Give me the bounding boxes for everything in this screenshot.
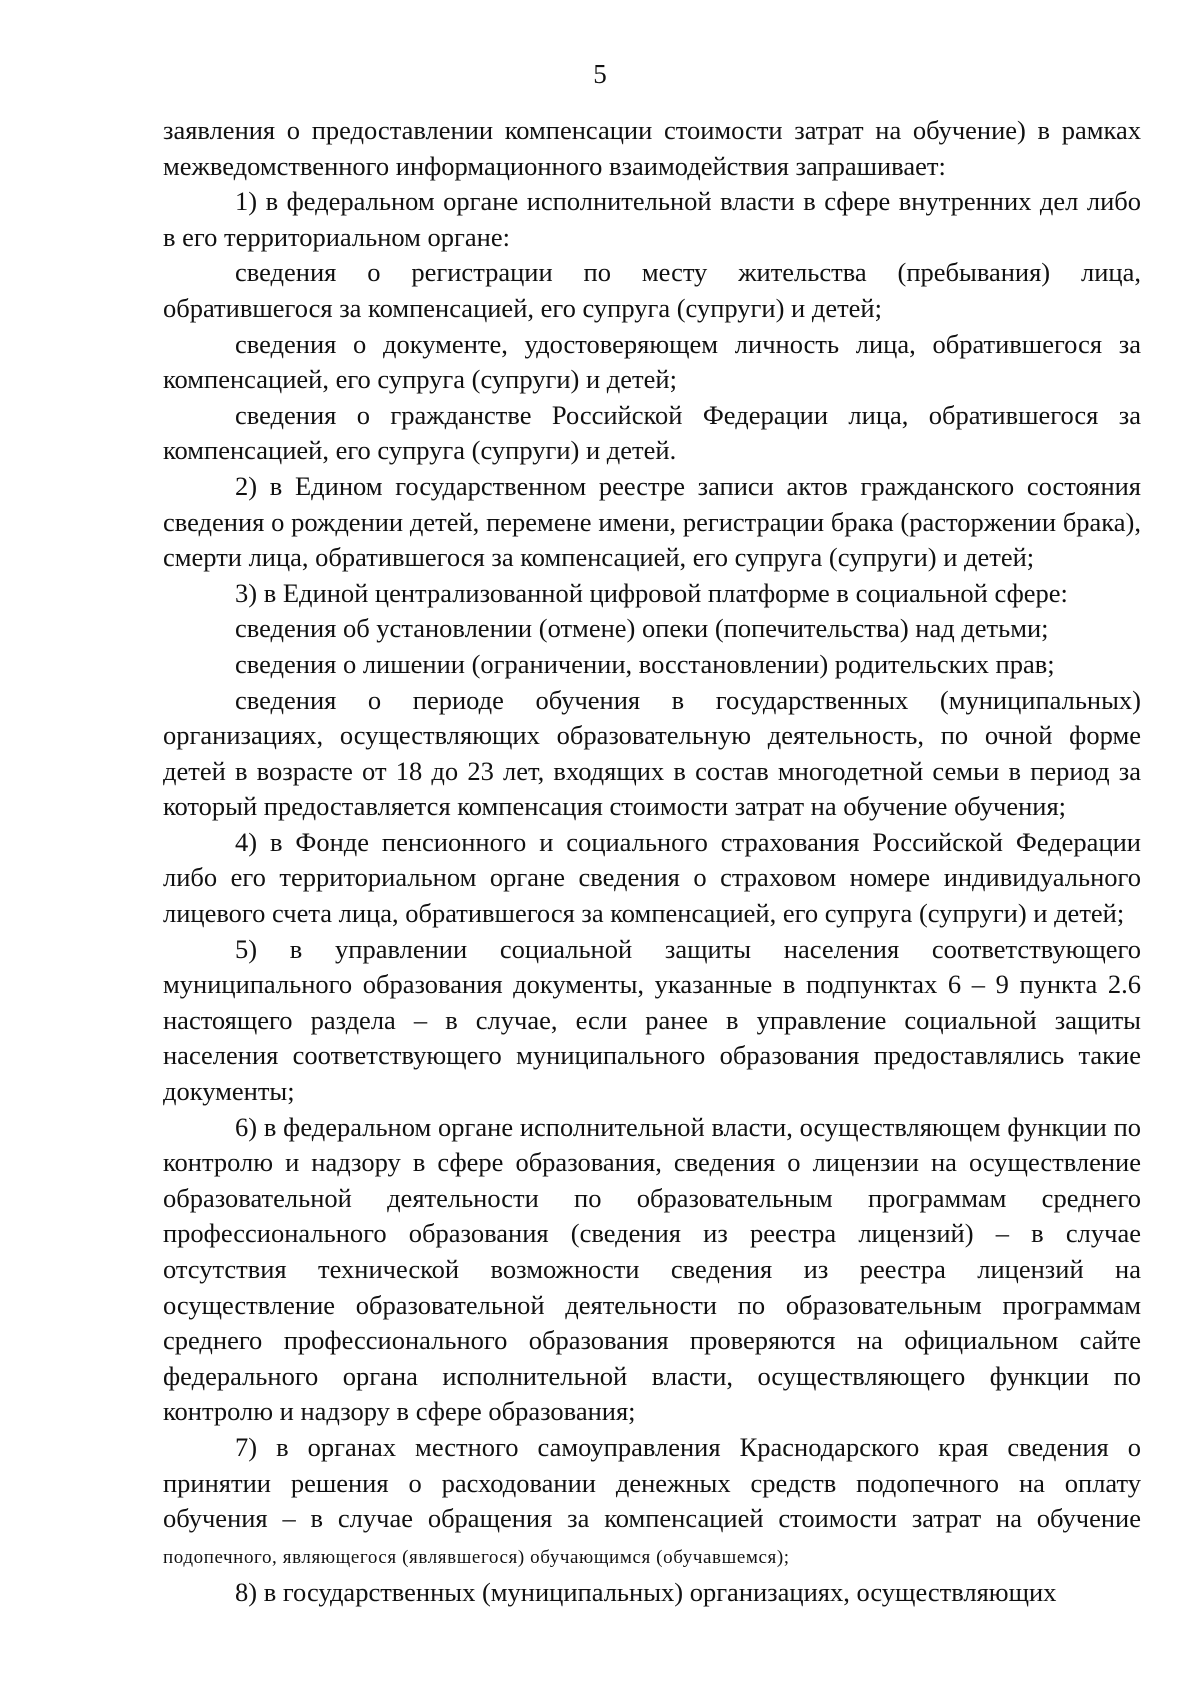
- paragraph-text: 6) в федеральном органе исполнительной власти, осуществляющем функции по контролю и надзору в сфере образования, сведения о лицензии на осуществление образовательной деятельности по образовательным программам среднего профессионального образования (сведения из реестра лицензий) – в случае отсутствия технической возможности сведения из реестра лицензий на осуществление образовательной деятельности по образовательным программам среднего профессионального образования проверяются на официальном сайте федерального органа исполнительной власти, осуществляющего функции по контролю и надзору в сфере образования;: [163, 1111, 1141, 1427]
- paragraph-text: сведения о регистрации по месту жительства (пребывания) лица, обратившегося за компенсацией, его супруга (супруги) и детей;: [163, 257, 1141, 323]
- paragraph-text: сведения о лишении (ограничении, восстановлении) родительских прав;: [235, 648, 1055, 679]
- paragraph: [163, 932, 1141, 1110]
- paragraph: [163, 1575, 1141, 1611]
- paragraph: [163, 611, 1141, 647]
- paragraph: [163, 113, 1141, 184]
- paragraph: [163, 1110, 1141, 1430]
- paragraph-text: 8) в государственных (муниципальных) организациях, осуществляющих: [235, 1577, 1057, 1608]
- paragraph: [163, 398, 1141, 469]
- paragraph-text: 3) в Единой централизованной цифровой платформе в социальной сфере:: [235, 577, 1068, 608]
- paragraph: [163, 327, 1141, 398]
- paragraph: [163, 184, 1141, 255]
- paragraph-text: сведения об установлении (отмене) опеки (попечительства) над детьми;: [235, 613, 1049, 644]
- paragraph-text: 5) в управлении социальной защиты населения соответствующего муниципального образования документы, указанные в подпунктах 6 – 9 пункта 2.6 настоящего раздела – в случае, если ранее в управление социальной защиты населения соответствующего муниципального образования предоставлялись такие документы;: [163, 933, 1141, 1107]
- paragraph: [163, 683, 1141, 825]
- paragraph: [163, 647, 1141, 683]
- paragraph-text: 4) в Фонде пенсионного и социального страхования Российской Федерации либо его территориальном органе сведения о страховом номере индивидуального лицевого счета лица, обратившегося за компенсацией, его супруга (супруги) и детей;: [163, 826, 1141, 929]
- paragraph: [163, 255, 1141, 326]
- paragraph: [163, 576, 1141, 612]
- paragraph-text: сведения о гражданстве Российской Федерации лица, обратившегося за компенсацией, его супруга (супруги) и детей.: [163, 399, 1141, 466]
- page-number: 5: [593, 59, 607, 89]
- paragraph: [163, 825, 1141, 932]
- paragraph-text: сведения о документе, удостоверяющем личность лица, обратившегося за компенсацией, его супруга (супруги) и детей;: [163, 328, 1141, 395]
- paragraph-text: 1) в федеральном органе исполнительной власти в сфере внутренних дел либо в его территориальном органе:: [163, 186, 1141, 252]
- paragraph-text: сведения о периоде обучения в государственных (муниципальных) организациях, осуществляющих образовательную деятельность, по очной форме детей в возрасте от 18 до 23 лет, входящих в состав многодетной семьи в период за который предоставляется компенсация стоимости затрат на обучение обучения;: [163, 684, 1141, 822]
- paragraph-tail-text: подопечного, являющегося (являвшегося) обучающимся (обучавшемся);: [163, 1546, 790, 1568]
- paragraph-text: заявления о предоставлении компенсации стоимости затрат на обучение) в рамках межведомственного информационного взаимодействия запрашивает:: [163, 115, 1141, 181]
- document-body: [163, 113, 1141, 1611]
- paragraph: [163, 469, 1141, 576]
- paragraph-text: 2) в Едином государственном реестре записи актов гражданского состояния сведения о рождении детей, перемене имени, регистрации брака (расторжении брака), смерти лица, обратившегося за компенсацией, его супруга (супруги) и детей;: [163, 470, 1141, 573]
- paragraph: [163, 1430, 1141, 1575]
- paragraph-text: 7) в органах местного самоуправления Краснодарского края сведения о принятии решения о расходовании денежных средств подопечного на оплату обучения – в случае обращения за компенсацией стоимости затрат на обучение: [163, 1431, 1141, 1534]
